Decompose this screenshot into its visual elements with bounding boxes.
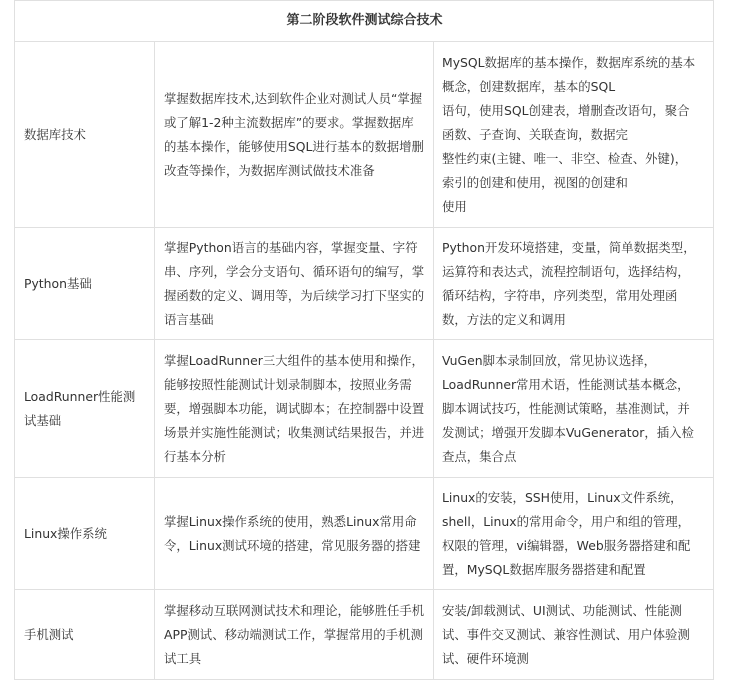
course-content-line: 索引的创建和使用，视图的创建和 <box>442 174 628 190</box>
course-content-line: 脚本调试技巧，性能测试策略，基准测试，并 <box>442 400 690 416</box>
course-content-line: 试、事件交叉测试、兼容性测试、用户体验测 <box>442 626 690 642</box>
course-content-line: 试、硬件环境测 <box>442 650 529 666</box>
course-name: 手机测试 <box>15 590 155 680</box>
course-content <box>434 478 714 590</box>
course-content-line: 使用 <box>442 198 467 214</box>
course-goal: 掌握数据库技术,达到软件企业对测试人员“掌握或了解1-2种主流数据库”的要求。掌握数据库的基本操作，能够使用SQL进行基本的数据增删改查等操作，为数据库测试做技术准备 <box>155 42 434 228</box>
course-name: LoadRunner性能测试基础 <box>15 340 155 478</box>
course-goal: 掌握Python语言的基础内容，掌握变量、字符串、序列，学会分支语句、循环语句的编写，掌握函数的定义、调用等，为后续学习打下坚实的语言基础 <box>155 228 434 340</box>
course-content-line: Python开发环境搭建，变量，简单数据类型， <box>442 239 696 255</box>
course-content-line: 发测试；增强开发脚本VuGenerator，插入检 <box>442 424 694 440</box>
curriculum-table <box>14 0 714 680</box>
course-content-line: MySQL数据库的基本操作，数据库系统的基本 <box>442 54 696 70</box>
table-title-row <box>15 1 714 42</box>
course-content-line: 安装/卸载测试、UI测试、功能测试、性能测 <box>442 602 682 618</box>
course-content-line: 循环结构，字符串，序列类型，常用处理函 <box>442 287 678 303</box>
course-name: Python基础 <box>15 228 155 340</box>
course-content-line: 函数、子查询、关联查询，数据完 <box>442 126 628 142</box>
course-content <box>434 228 714 340</box>
course-goal: 掌握移动互联网测试技术和理论，能够胜任手机APP测试、移动端测试工作，掌握常用的手机测试工具 <box>155 590 434 680</box>
table-row <box>15 340 714 478</box>
table-row <box>15 478 714 590</box>
course-content <box>434 42 714 228</box>
course-name: Linux操作系统 <box>15 478 155 590</box>
course-content-line: VuGen脚本录制回放，常见协议选择， <box>442 352 657 368</box>
course-content-line: 概念，创建数据库，基本的SQL <box>442 78 616 94</box>
course-content <box>434 590 714 680</box>
course-goal: 掌握Linux操作系统的使用，熟悉Linux常用命令，Linux测试环境的搭建，常见服务器的搭建 <box>155 478 434 590</box>
course-content-line: 数，方法的定义和调用 <box>442 311 566 327</box>
course-content <box>434 340 714 478</box>
course-content-line: shell，Linux的常用命令，用户和组的管理， <box>442 513 691 529</box>
table-row <box>15 42 714 228</box>
course-content-line: 查点，集合点 <box>442 448 517 464</box>
course-content-line: 权限的管理，vi编辑器，Web服务器搭建和配 <box>442 537 691 553</box>
table-row <box>15 228 714 340</box>
course-content-line: 置，MySQL数据库服务器搭建和配置 <box>442 561 646 577</box>
course-content-line: 语句，使用SQL创建表，增删查改语句，聚合 <box>442 102 690 118</box>
table-row <box>15 590 714 680</box>
course-content-line: LoadRunner常用术语，性能测试基本概念， <box>442 376 690 392</box>
course-content-line: 运算符和表达式，流程控制语句，选择结构， <box>442 263 690 279</box>
course-content-line: Linux的安装，SSH使用，Linux文件系统， <box>442 489 683 505</box>
course-goal: 掌握LoadRunner三大组件的基本使用和操作，能够按照性能测试计划录制脚本，按照业务需要，增强脚本功能，调试脚本；在控制器中设置场景并实施性能测试；收集测试结果报告，并进行基本分析 <box>155 340 434 478</box>
course-name: 数据库技术 <box>15 42 155 228</box>
course-content-line: 整性约束(主键、唯一、非空、检查、外键)， <box>442 150 688 166</box>
table-title: 第二阶段软件测试综合技术 <box>15 1 714 42</box>
